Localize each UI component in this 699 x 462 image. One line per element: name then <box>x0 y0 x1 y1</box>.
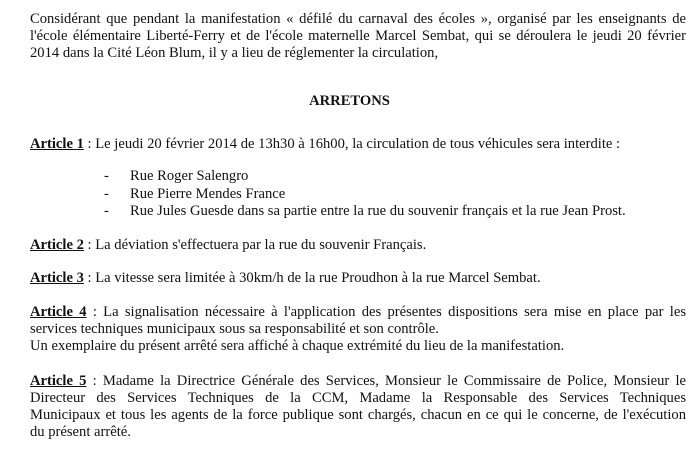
bullet-dash: - <box>104 203 109 219</box>
article-text: du présent arrêté. <box>30 424 131 440</box>
article-3 <box>30 270 686 287</box>
article-label: Article 5 <box>30 373 87 389</box>
article-separator: : <box>83 237 96 253</box>
article-text: Le jeudi 20 février 2014 de 13h30 à 16h00, la circulation de tous véhicules sera interdite : <box>95 136 621 152</box>
street-name: Rue Pierre Mendes France <box>130 185 286 202</box>
bullet-dash: - <box>104 168 109 184</box>
considerant-line: 2014 dans la Cité Léon Blum, il y a lieu de réglementer la circulation, <box>30 45 439 61</box>
list-item <box>104 186 626 204</box>
article-separator: : <box>83 270 96 286</box>
article-separator: : <box>86 373 103 389</box>
article-text: La vitesse sera limitée à 30km/h de la rue Proudhon à la rue Marcel Sembat. <box>95 270 541 286</box>
article-text: La signalisation nécessaire à l'application des présentes dispositions sera mise en place par les <box>103 304 686 320</box>
article-5 <box>30 373 686 441</box>
list-item <box>104 203 626 221</box>
street-name: Rue Jules Guesde dans sa partie entre la rue du souvenir français et la rue Jean Prost. <box>130 203 626 219</box>
article-label: Article 2 <box>30 237 84 253</box>
article-text: services techniques municipaux sous sa responsabilité et son contrôle. <box>30 321 439 337</box>
article-text: Municipaux et tous les agents de la force publique sont chargés, chacun en ce qui le concerne, de l'exécution <box>30 407 686 423</box>
article-4 <box>30 304 686 355</box>
article-label: Article 4 <box>30 304 87 320</box>
article-separator: : <box>83 136 96 152</box>
considerant-paragraph <box>30 11 686 62</box>
article-label: Article 3 <box>30 270 84 286</box>
article-text: La déviation s'effectuera par la rue du souvenir Français. <box>95 237 427 253</box>
article-label: Article 1 <box>30 136 84 152</box>
street-list <box>104 168 626 221</box>
considerant-line: l'école élémentaire Liberté-Ferry et de l'école maternelle Marcel Sembat, qui se déroulera le jeudi 20 février <box>30 28 686 44</box>
street-name: Rue Roger Salengro <box>130 168 249 184</box>
article-2 <box>30 237 686 254</box>
article-1 <box>30 136 686 153</box>
article-separator: : <box>86 304 104 320</box>
article-text: Un exemplaire du présent arrêté sera affiché à chaque extrémité du lieu de la manifestation. <box>30 338 565 354</box>
list-item <box>104 168 626 186</box>
bullet-dash: - <box>104 185 109 202</box>
article-text: Directeur des Services Techniques de la CCM, Madame la Responsable des Services Techniques <box>30 390 686 406</box>
considerant-line: Considérant que pendant la manifestation « défilé du carnaval des écoles », organisé par les enseignants de <box>30 11 686 27</box>
arretons-heading: ARRETONS <box>309 93 390 109</box>
article-text: Madame la Directrice Générale des Services, Monsieur le Commissaire de Police, Monsieur le <box>102 373 686 389</box>
